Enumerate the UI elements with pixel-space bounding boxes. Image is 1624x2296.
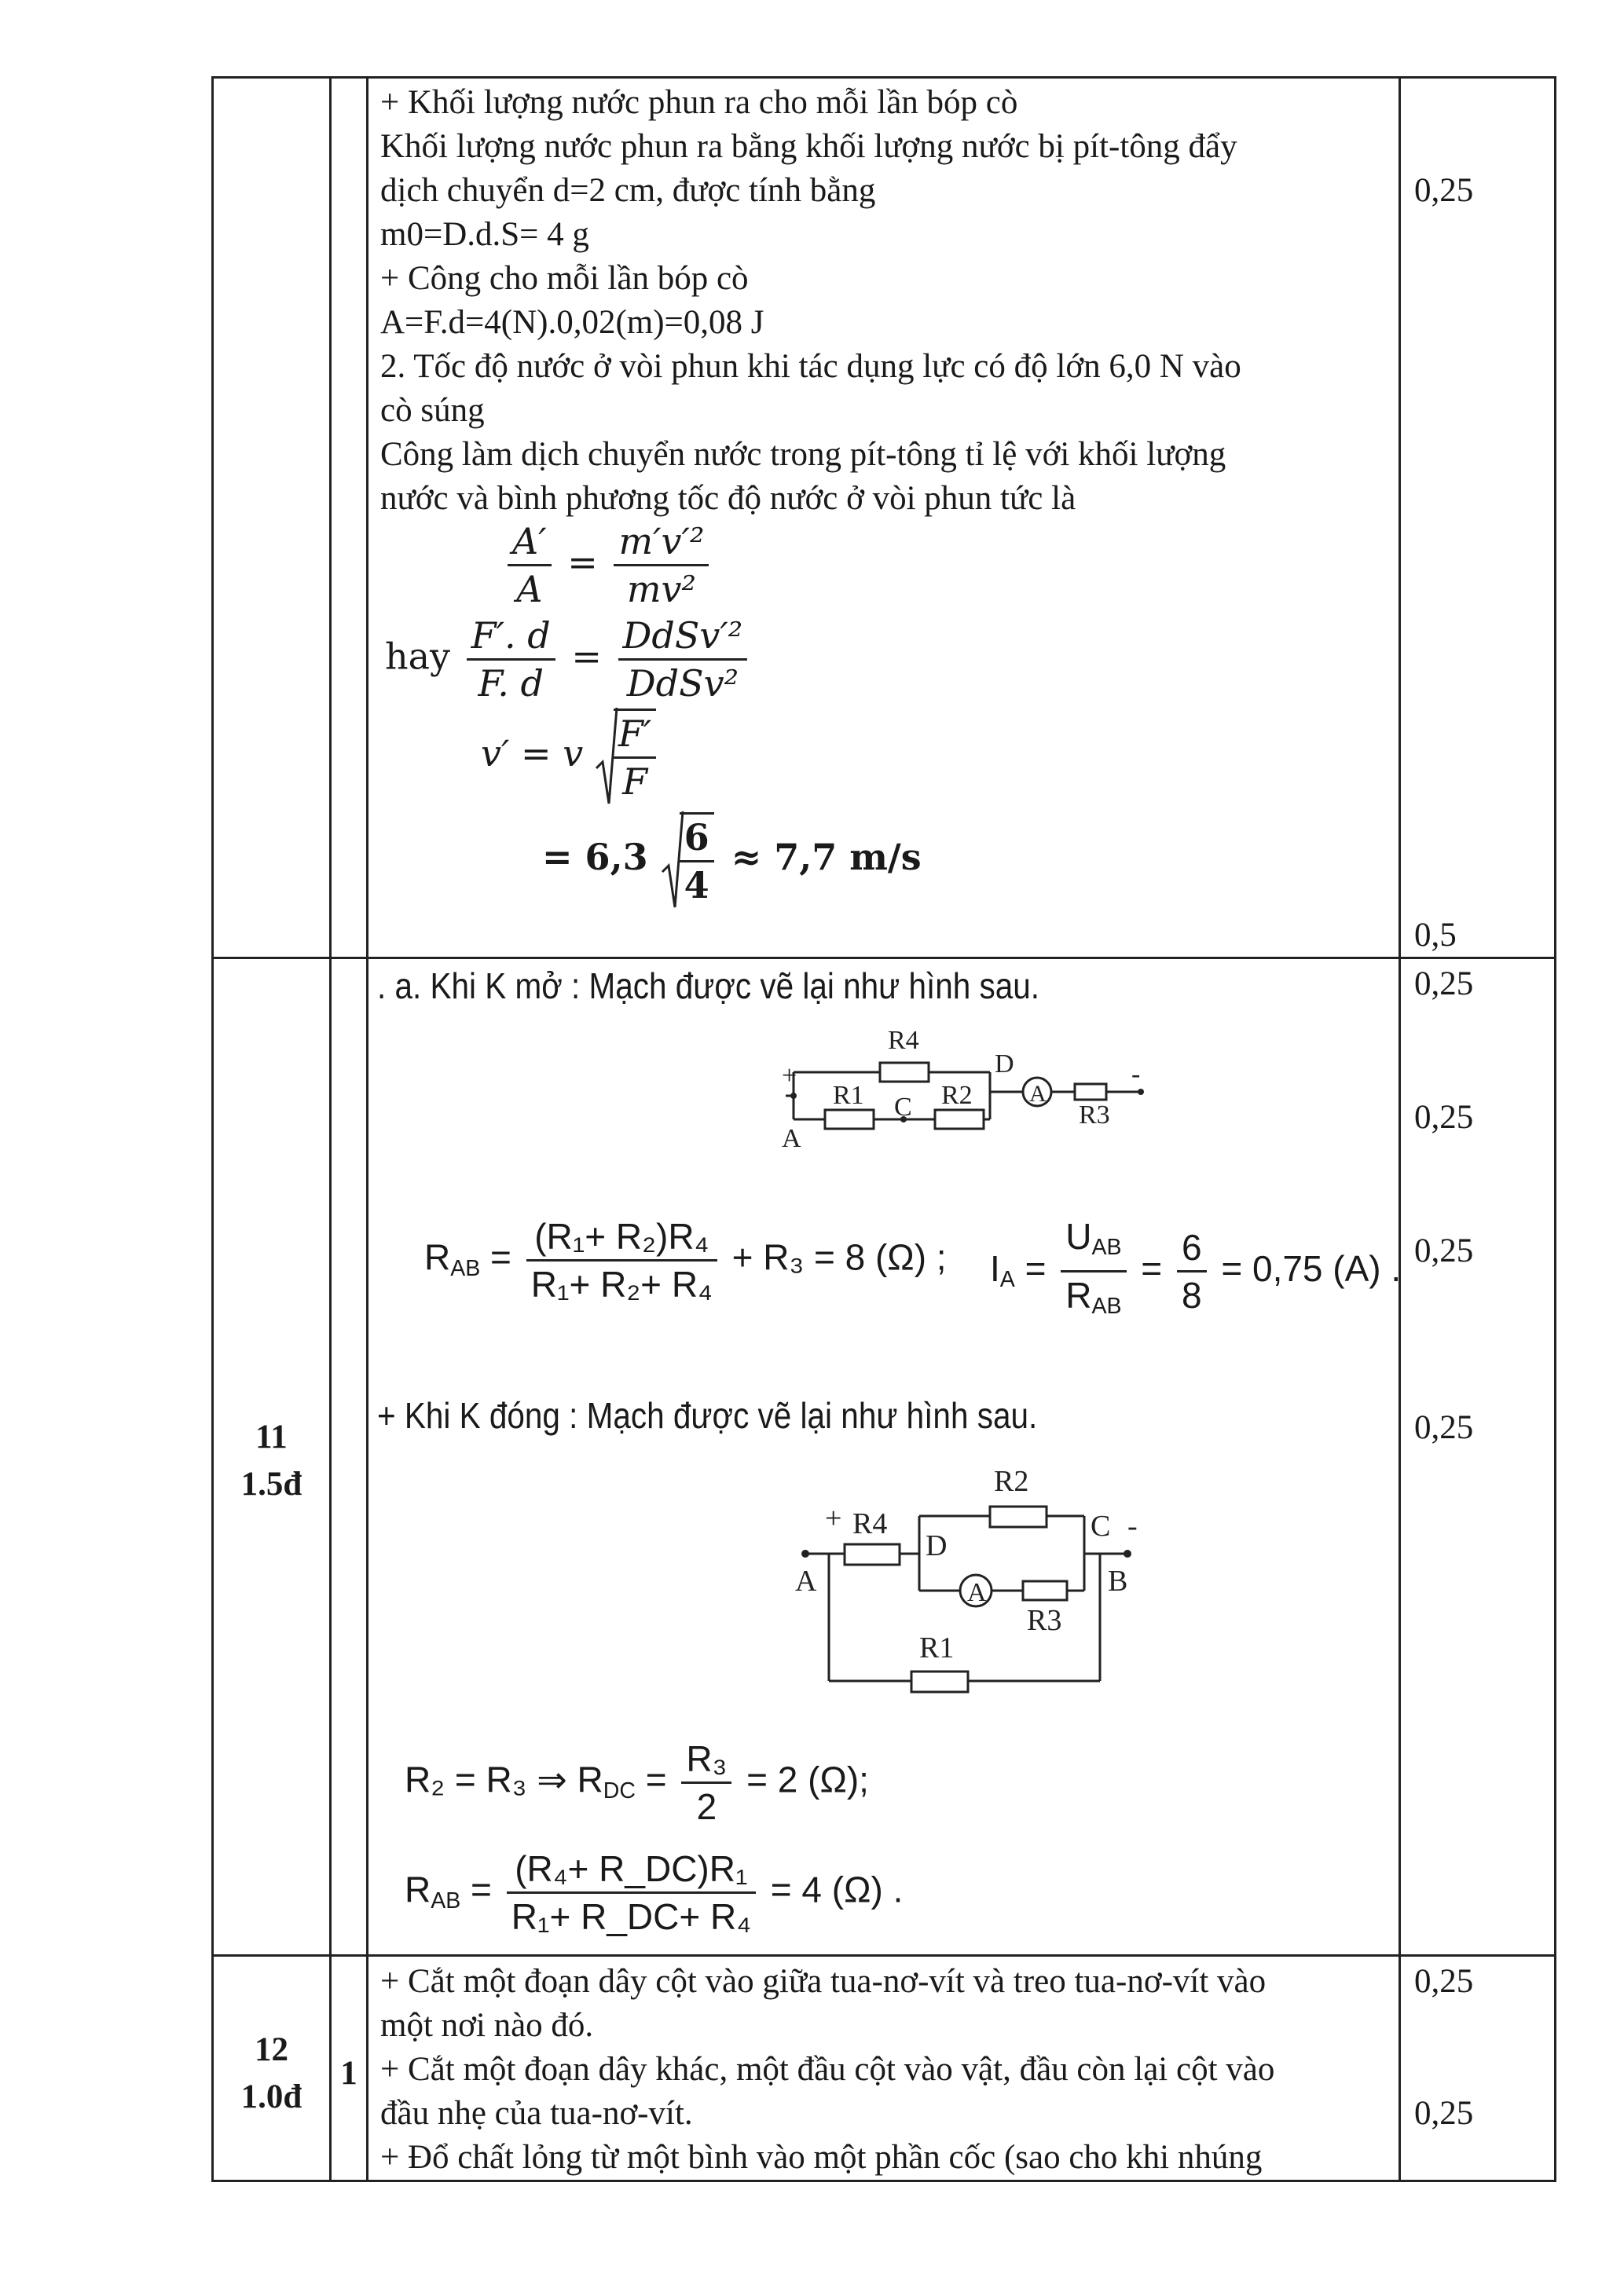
label-r3: R3 — [1027, 1604, 1062, 1637]
circuit-diagram-k-closed — [794, 1445, 1155, 1712]
text-line: Công làm dịch chuyển nước trong pít-tông tỉ lệ với khối lượng — [380, 436, 1226, 473]
text-line: đầu nhẹ của tua-nơ-vít. — [380, 2095, 693, 2132]
label-d: D — [995, 1049, 1014, 1078]
label-plus: + — [782, 1061, 797, 1090]
label-r4: R4 — [852, 1507, 888, 1540]
question-number: 11 — [255, 1419, 288, 1456]
score: 0,25 — [1414, 2095, 1474, 2132]
text-line: + Cắt một đoạn dây khác, một đầu cột vào vật, đầu còn lại cột vào — [380, 2051, 1275, 2088]
equation-ratio-work: $\frac{A'}{A}$ = $\frac{\text{m′v′²}}{\text{mv²}}$ — [503, 518, 713, 612]
formula-rdc: R₂ = R₃ ⇒ $R_{DC}$ = $\frac{\text{R₃}}{2}$ = 2 (Ω); — [405, 1736, 869, 1829]
label-plus: + — [825, 1502, 842, 1535]
text-line: 2. Tốc độ nước ở vòi phun khi tác dụng lực có độ lớn 6,0 N vào — [380, 348, 1241, 385]
table-bottom-border — [211, 2180, 1556, 2182]
label-r1: R1 — [919, 1631, 955, 1664]
col-divider-score — [1399, 76, 1401, 2182]
col-divider-sub — [329, 76, 332, 2182]
formula-ia: $I_A$ = $\frac{U_{AB}}{R_{AB}}$ = $\frac{6}{8}$ = 0,75 (A) . — [990, 1214, 1401, 1329]
question-number: 12 — [255, 2031, 288, 2068]
table-right-border — [1554, 76, 1556, 2182]
sub-question-number: 1 — [340, 2055, 357, 2092]
row-divider-12 — [211, 1954, 1556, 1957]
text-line: Khối lượng nước phun ra bằng khối lượng nước bị pít-tông đẩy — [380, 128, 1237, 165]
label-r2: R2 — [994, 1465, 1029, 1498]
equation-ratio-force: hay $\frac{F'. d}{F. d}$ = $\frac{\text{DdSv′²}}{\text{DdSv²}}$ — [385, 613, 752, 706]
label-r3: R3 — [1079, 1100, 1110, 1130]
score: 0,5 — [1414, 917, 1457, 954]
question-points: 1.5đ — [240, 1466, 302, 1503]
label-r2: R2 — [941, 1081, 973, 1110]
label-d: D — [926, 1529, 948, 1562]
label-c: C — [894, 1093, 912, 1122]
label-node-a: A — [795, 1565, 817, 1598]
text-line: A=F.d=4(N).0,02(m)=0,08 J — [380, 304, 764, 341]
circuit-diagram-k-open — [778, 1013, 1155, 1163]
label-r1: R1 — [833, 1081, 864, 1110]
label-node-a: A — [782, 1124, 801, 1153]
question-points: 1.0đ — [240, 2078, 302, 2115]
text-line: + Công cho mỗi lần bóp cò — [380, 260, 749, 297]
score: 0,25 — [1414, 1409, 1474, 1446]
ammeter-label: A — [1029, 1081, 1047, 1107]
text-line-k-closed: + Khi K đóng : Mạch được vẽ lại như hình sau. — [377, 1395, 1038, 1436]
label-c: C — [1091, 1510, 1111, 1543]
formula-rab-closed: $R_{AB}$ = $\frac{\text{(R₄+ R\_DC)R₁}}{\text{R₁+ R\_DC+ R₄}}$ = 4 (Ω) . — [405, 1846, 903, 1939]
text-line: + Khối lượng nước phun ra cho mỗi lần bóp cò — [380, 84, 1018, 121]
text-line-k-open: . a. Khi K mở : Mạch được vẽ lại như hình sau. — [377, 965, 1040, 1006]
score: 0,25 — [1414, 1963, 1474, 2000]
label-b: B — [1108, 1565, 1128, 1598]
row-divider-11 — [211, 957, 1556, 959]
text-line: m0=D.d.S= 4 g — [380, 216, 589, 253]
text-line: cò súng — [380, 392, 485, 429]
label-minus: - — [1127, 1510, 1138, 1543]
score: 0,25 — [1414, 172, 1474, 209]
equation-velocity: v′ = v $\frac{F'}{F}$ — [481, 705, 661, 807]
score: 0,25 — [1414, 1232, 1474, 1269]
text-line: + Cắt một đoạn dây cột vào giữa tua-nơ-vít và treo tua-nơ-vít vào — [380, 1963, 1267, 2000]
label-r4: R4 — [888, 1026, 919, 1055]
table-left-border — [211, 76, 214, 2182]
text-line: nước và bình phương tốc độ nước ở vòi phun tức là — [380, 480, 1076, 517]
label-minus: - — [1131, 1060, 1141, 1089]
text-line: một nơi nào đó. — [380, 2007, 594, 2044]
formula-rab-open: $R_{AB}$ = $\frac{\text{(R₁+ R₂)R₄}}{\text{R₁+ R₂+ R₄}}$ + R₃ = 8 (Ω) ; — [424, 1214, 947, 1307]
table-top-border — [211, 76, 1556, 79]
score: 0,25 — [1414, 1099, 1474, 1136]
text-line: dịch chuyển d=2 cm, được tính bằng — [380, 172, 876, 209]
text-line: + Đổ chất lỏng từ một bình vào một phần cốc (sao cho khi nhúng — [380, 2139, 1263, 2176]
ammeter-label: A — [967, 1578, 987, 1607]
equation-velocity-value: = 6,3 $\frac{6}{4}$ ≈ 7,7 m/s — [542, 809, 922, 911]
col-divider-content — [366, 76, 368, 2182]
score: 0,25 — [1414, 965, 1474, 1002]
